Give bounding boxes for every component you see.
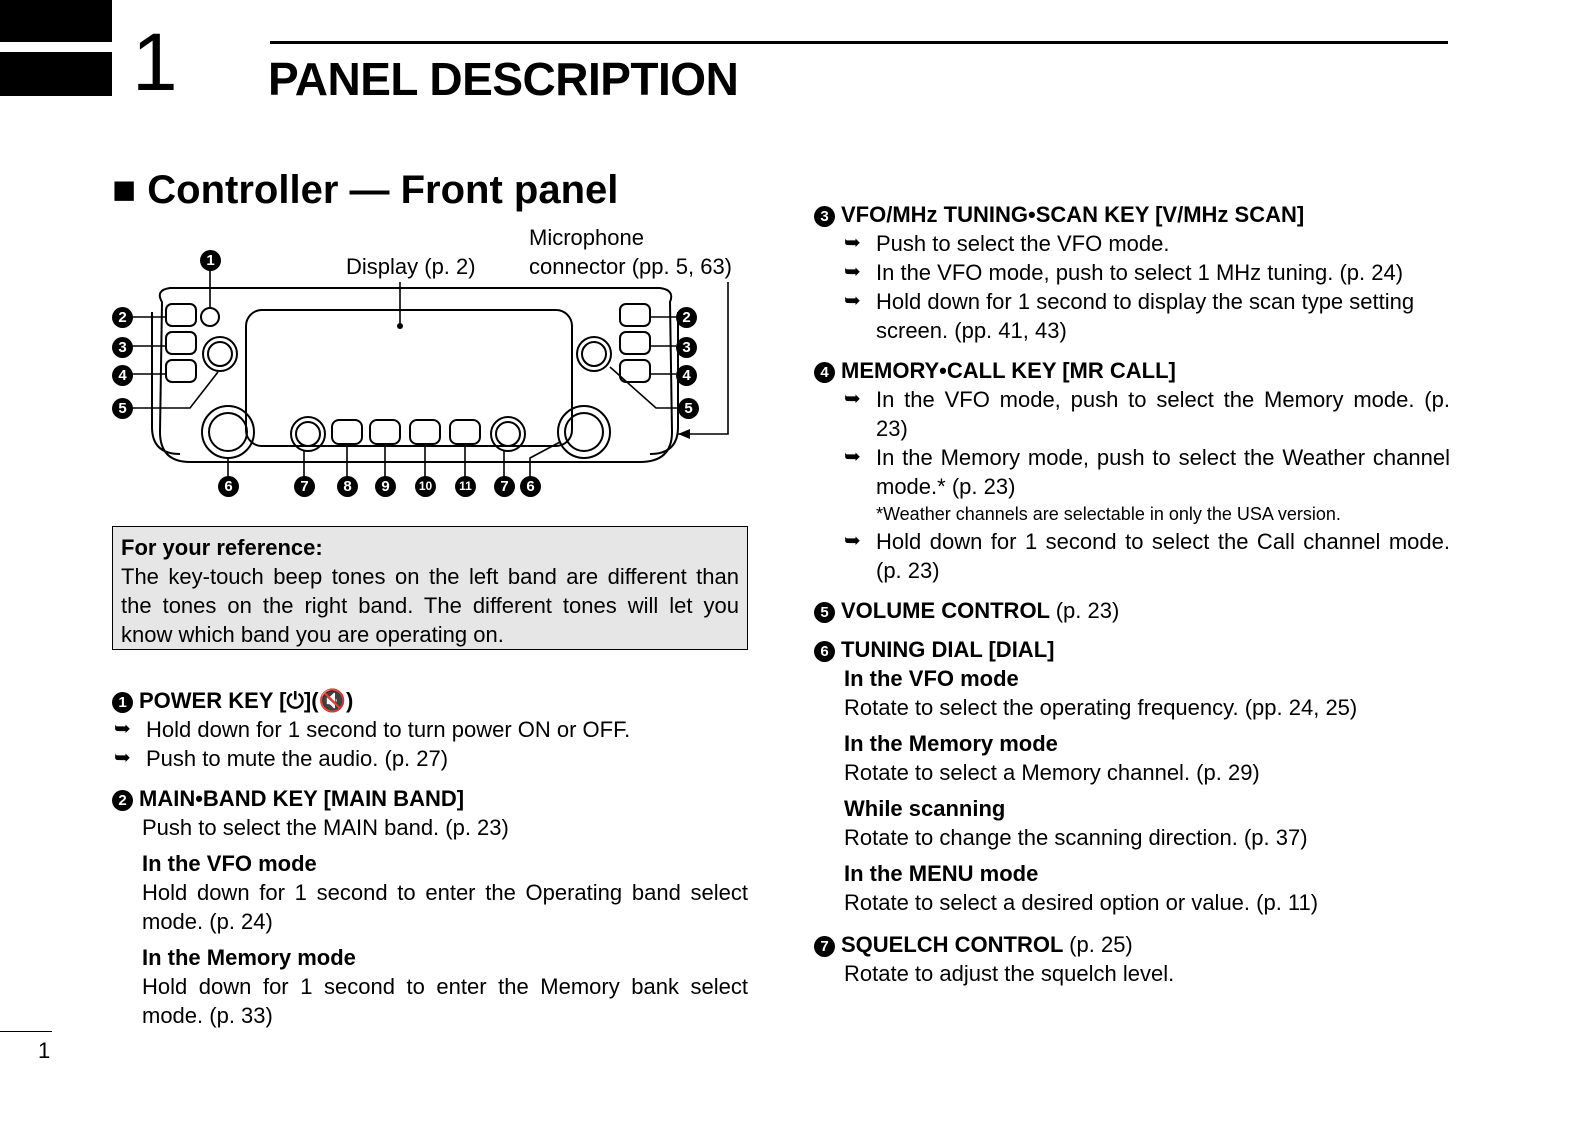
item-7-text: Rotate to adjust the squelch level. [844, 961, 1175, 986]
callout-2-left: 2 [112, 307, 133, 328]
item-6-sub1-title: In the VFO mode [844, 666, 1019, 691]
page-number: 1 [38, 1038, 51, 1063]
item-1 [112, 686, 748, 773]
callout-3-left: 3 [112, 337, 133, 358]
item-6-number: 6 [814, 641, 835, 662]
item-4-bullet-2: ➥ In the Memory mode, push to select the Weather channel mode.* (p. 23) [842, 443, 1450, 501]
item-2-sub1-text: Hold down for 1 second to enter the Operating band select mode. (p. 24) [142, 880, 748, 934]
callout-5-right: 5 [678, 398, 699, 419]
callout-8: 8 [337, 476, 358, 497]
item-2-sub2-text: Hold down for 1 second to enter the Memory bank select mode. (p. 33) [142, 974, 748, 1028]
item-7-page: (p. 25) [1069, 932, 1133, 957]
header-rule [270, 41, 1448, 44]
callout-5-left: 5 [112, 398, 133, 419]
item-7-number: 7 [814, 936, 835, 957]
item-6 [814, 635, 1450, 917]
chapter-number: 1 [132, 17, 178, 108]
item-5-page: (p. 23) [1055, 598, 1120, 623]
item-6-title: TUNING DIAL [DIAL] [841, 637, 1055, 662]
item-4-note: *Weather channels are selectable in only the USA version. [876, 504, 1341, 524]
item-7 [814, 930, 1450, 988]
item-5-number: 5 [814, 602, 835, 623]
label-display: Display (p. 2) [346, 254, 476, 279]
item-3-bullet-3: ➥ Hold down for 1 second to display the scan type setting screen. (pp. 41, 43) [842, 287, 1450, 345]
chapter-tab-top [0, 0, 112, 42]
label-microphone-2: connector (pp. 5, 63) [529, 254, 733, 279]
callout-7-right: 7 [494, 476, 515, 497]
item-6-sub2-title: In the Memory mode [844, 731, 1058, 756]
item-5 [814, 596, 1450, 625]
item-4 [814, 356, 1450, 585]
item-2 [112, 784, 748, 1030]
page-number-rule [0, 1031, 52, 1032]
item-6-sub4-title: In the MENU mode [844, 861, 1039, 886]
item-4-bullet-3: ➥ Hold down for 1 second to select the Call channel mode. (p. 23) [842, 527, 1450, 585]
item-6-sub2-text: Rotate to select a Memory channel. (p. 29) [844, 760, 1260, 785]
item-4-bullet-1: ➥ In the VFO mode, push to select the Memory mode. (p. 23) [842, 385, 1450, 443]
item-2-sub1-title: In the VFO mode [142, 851, 317, 876]
item-2-sub2-title: In the Memory mode [142, 945, 356, 970]
callout-4-left: 4 [112, 365, 133, 386]
label-microphone-1: Microphone [529, 225, 644, 250]
item-5-title: VOLUME CONTROL [841, 598, 1050, 623]
item-1-bullet-1: ➥ Hold down for 1 second to turn power ON or OFF. [112, 715, 748, 744]
callout-2-right: 2 [676, 307, 697, 328]
item-2-text: Push to select the MAIN band. (p. 23) [142, 815, 509, 840]
item-6-sub1-text: Rotate to select the operating frequency. (pp. 24, 25) [844, 695, 1358, 720]
item-2-number: 2 [112, 790, 133, 811]
front-panel-diagram [100, 222, 760, 504]
callout-9: 9 [375, 476, 396, 497]
callout-10: 10 [415, 476, 436, 497]
callout-4-right: 4 [676, 365, 697, 386]
section-title: ■ Controller — Front panel [112, 168, 619, 212]
callout-6-right: 6 [520, 476, 541, 497]
reference-text: The key-touch beep tones on the left band are different than the tones on the right band. The different tones will let you know which band you are operating on. [121, 564, 739, 647]
item-3-bullet-2: ➥ In the VFO mode, push to select 1 MHz tuning. (p. 24) [842, 258, 1450, 287]
page-title: PANEL DESCRIPTION [268, 53, 739, 105]
reference-box [112, 526, 748, 650]
reference-title: For your reference: [121, 535, 323, 560]
item-4-number: 4 [814, 362, 835, 383]
item-1-bullet-2: ➥ Push to mute the audio. (p. 27) [112, 744, 748, 773]
callout-7-left: 7 [294, 476, 315, 497]
item-3-title: VFO/MHz TUNING•SCAN KEY [V/MHz SCAN] [841, 202, 1305, 227]
item-7-title: SQUELCH CONTROL [841, 932, 1064, 957]
callout-1-top: 1 [200, 250, 221, 271]
item-3 [814, 200, 1450, 345]
item-6-sub3-title: While scanning [844, 796, 1006, 821]
callout-6-left: 6 [218, 476, 239, 497]
item-4-title: MEMORY•CALL KEY [MR CALL] [841, 358, 1176, 383]
item-1-title: POWER KEY [⏻](🔇) [139, 688, 354, 713]
item-1-number: 1 [112, 692, 133, 713]
callout-11: 11 [455, 476, 476, 497]
chapter-tab-bottom [0, 52, 112, 96]
item-3-number: 3 [814, 206, 835, 227]
item-2-title: MAIN•BAND KEY [MAIN BAND] [139, 786, 465, 811]
callout-3-right: 3 [676, 337, 697, 358]
item-6-sub4-text: Rotate to select a desired option or value. (p. 11) [844, 890, 1319, 915]
item-6-sub3-text: Rotate to change the scanning direction. (p. 37) [844, 825, 1308, 850]
item-3-bullet-1: ➥ Push to select the VFO mode. [842, 229, 1450, 258]
